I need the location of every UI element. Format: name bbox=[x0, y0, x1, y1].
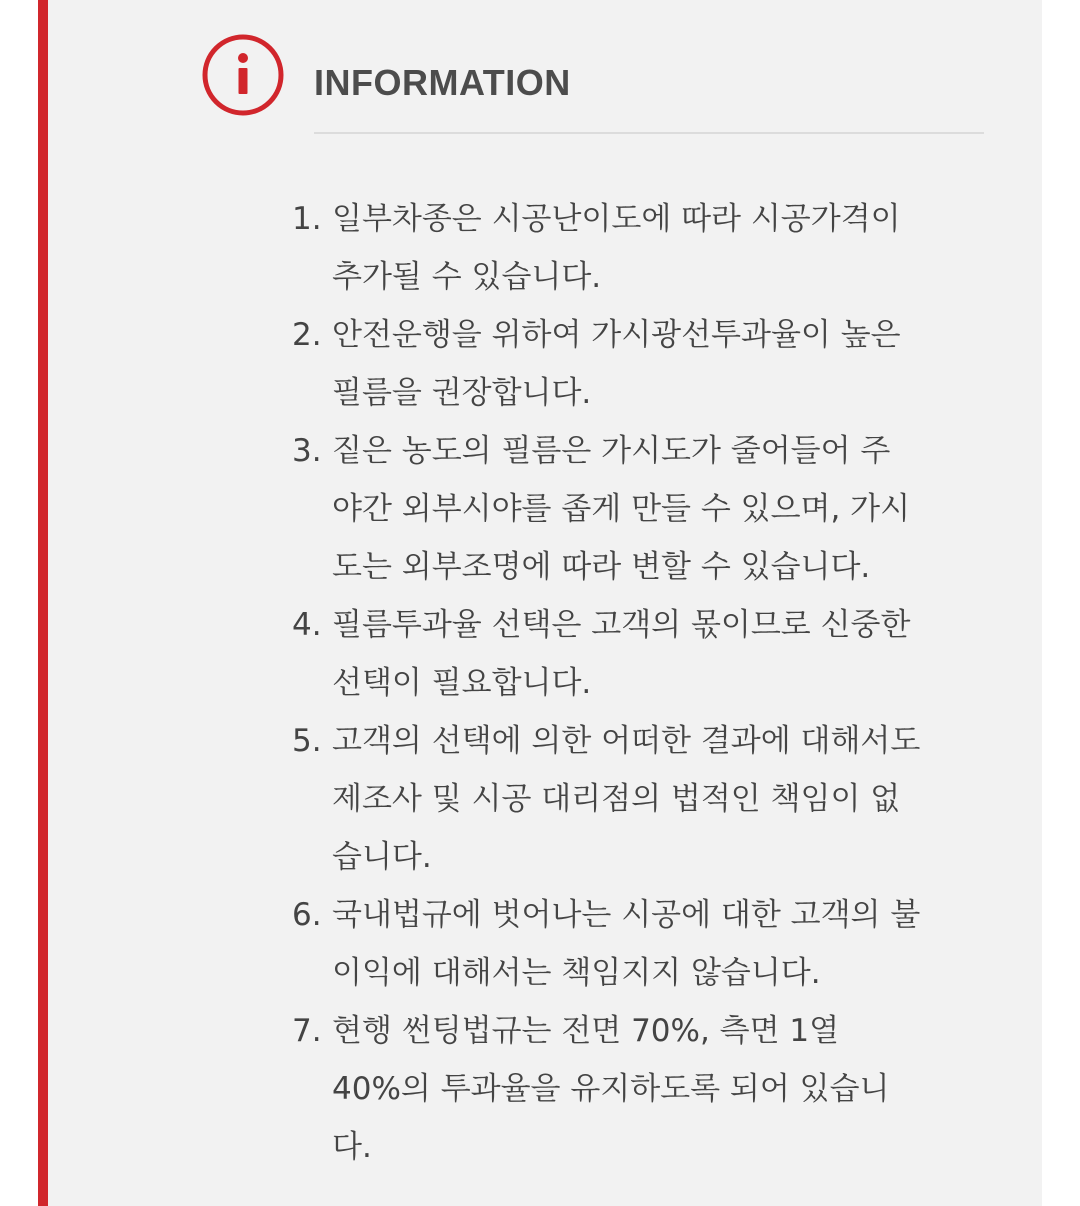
header-divider bbox=[314, 132, 984, 134]
notice-number: 7. bbox=[292, 1013, 322, 1049]
notice-number: 5. bbox=[292, 723, 322, 759]
notice-item-1 bbox=[292, 190, 972, 306]
notice-line: 이익에 대해서는 책임지지 않습니다. bbox=[332, 955, 821, 991]
notice-line: 짙은 농도의 필름은 가시도가 줄어들어 주 bbox=[332, 433, 891, 469]
notice-number: 3. bbox=[292, 433, 322, 469]
notice-item-4 bbox=[292, 596, 972, 712]
notice-number: 4. bbox=[292, 607, 322, 643]
notice-line: 현행 썬팅법규는 전면 70%, 측면 1열 bbox=[332, 1013, 840, 1049]
notice-line: 다. bbox=[332, 1129, 372, 1165]
notice-number: 2. bbox=[292, 317, 322, 353]
notice-number: 1. bbox=[292, 201, 322, 237]
info-circle-icon bbox=[201, 33, 285, 117]
notice-line: 안전운행을 위하여 가시광선투과율이 높은 bbox=[332, 317, 901, 353]
notice-item-6 bbox=[292, 886, 972, 1002]
notice-line: 고객의 선택에 의한 어떠한 결과에 대해서도 bbox=[332, 723, 921, 759]
section-title: INFORMATION bbox=[314, 62, 571, 103]
notice-line: 습니다. bbox=[332, 839, 432, 875]
notice-list bbox=[292, 190, 972, 1176]
notice-line: 선택이 필요합니다. bbox=[332, 665, 592, 701]
notice-item-7 bbox=[292, 1002, 972, 1176]
notice-line: 일부차종은 시공난이도에 따라 시공가격이 bbox=[332, 201, 901, 237]
information-panel bbox=[38, 0, 1042, 1206]
notice-item-2 bbox=[292, 306, 972, 422]
notice-line: 필름을 권장합니다. bbox=[332, 375, 592, 411]
notice-line: 도는 외부조명에 따라 변할 수 있습니다. bbox=[332, 549, 871, 585]
notice-line: 필름투과율 선택은 고객의 몫이므로 신중한 bbox=[332, 607, 911, 643]
notice-item-5 bbox=[292, 712, 972, 886]
notice-line: 추가될 수 있습니다. bbox=[332, 259, 602, 295]
notice-line: 국내법규에 벗어나는 시공에 대한 고객의 불 bbox=[332, 897, 921, 933]
notice-line: 제조사 및 시공 대리점의 법적인 책임이 없 bbox=[332, 781, 901, 817]
notice-item-3 bbox=[292, 422, 972, 596]
notice-number: 6. bbox=[292, 897, 322, 933]
notice-line: 야간 외부시야를 좁게 만들 수 있으며, 가시 bbox=[332, 491, 911, 527]
notice-line: 40%의 투과율을 유지하도록 되어 있습니 bbox=[332, 1071, 890, 1107]
